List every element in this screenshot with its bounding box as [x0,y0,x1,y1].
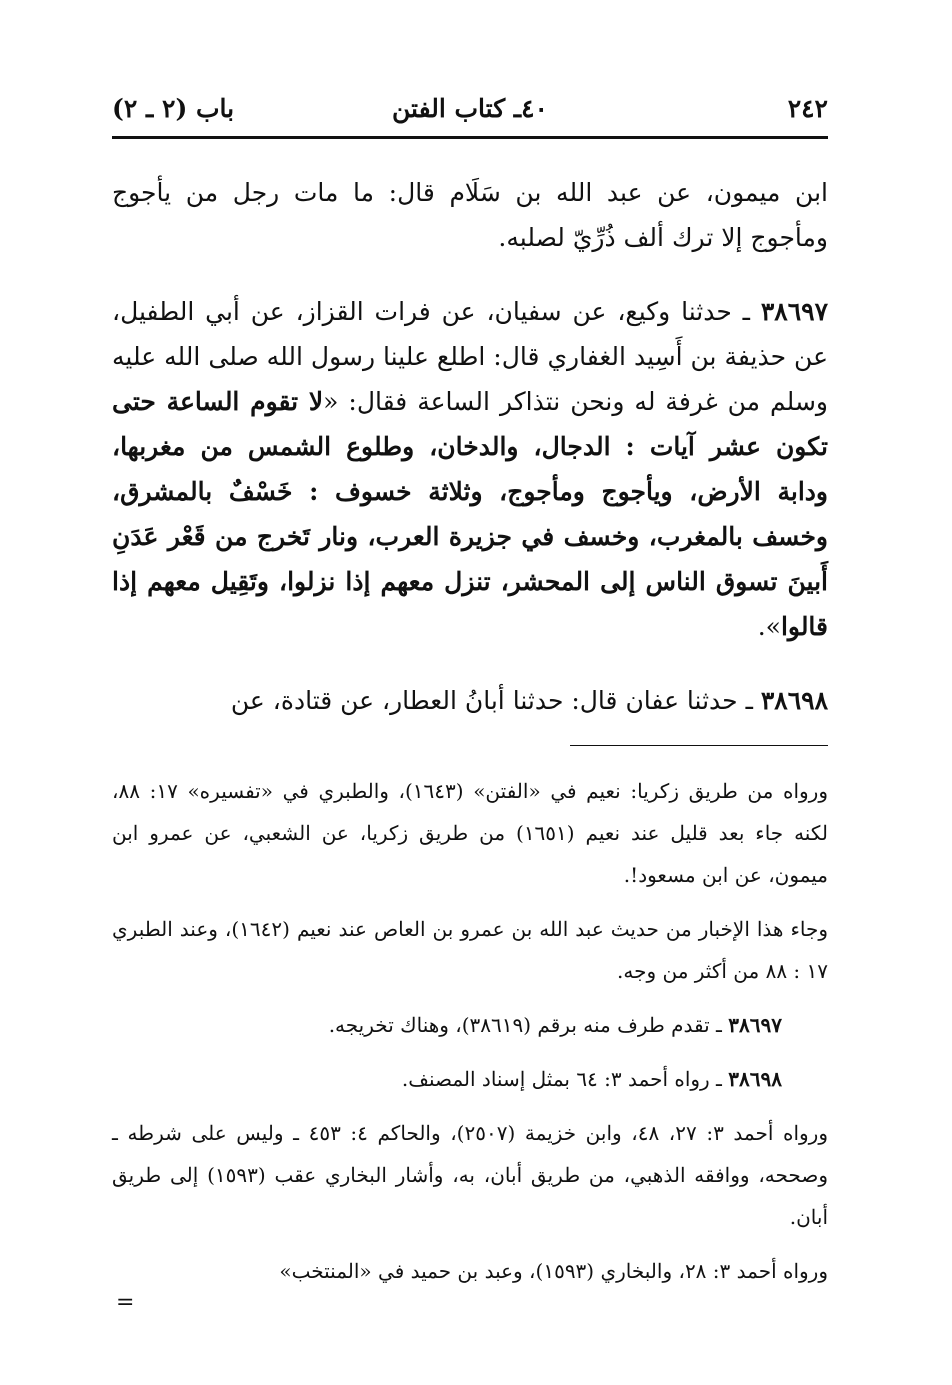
footnote-text: ـ رواه أحمد ٣: ٦٤ بمثل إسناد المصنف. [401,1067,722,1091]
hadith-isnad: ـ حدثنا عفان قال: حدثنا أبانُ العطار، عن قتادة، عن [230,686,753,715]
footnote-number: ٣٨٦٩٧ [728,1013,782,1037]
main-text [112,170,828,723]
footnote: ورواه من طريق زكريا: نعيم في «الفتن» (١٦٤٣)، والطبري في «تفسيره» ١٧: ٨٨، لكنه جاء بعد قليل عند نعيم (١٦٥١) من طريق زكريا، عن الشعبي، عن عمرو ابن ميمون، عن ابن مسعود!. [112,779,828,887]
footnote-number: ٣٨٦٩٨ [728,1067,782,1091]
hadith-isnad: ـ حدثنا وكيع، عن سفيان، عن فرات القزاز، عن أبي الطفيل، عن حذيفة بن أَسِيد الغفاري قال: اطلع علينا رسول الله صلى الله عليه وسلم من غرفة له ونحن نتذاكر الساعة فقال: « [112,297,828,416]
hadith-38698 [112,678,828,723]
footnote-38698 [112,1058,828,1100]
header-rule [112,136,828,139]
chapter-label: باب (٢ ـ ٢) [112,94,235,123]
book-title: ٤٠ـ كتاب الفتن [392,94,548,123]
hadith-number: ٣٨٦٩٧ [760,297,828,326]
footnote-text: ـ تقدم طرف منه برقم (٣٨٦١٩)، وهناك تخريجه. [328,1013,722,1037]
page-number: ٢٤٢ [787,94,828,123]
footnote: ورواه أحمد ٣: ٢٧، ٤٨، وابن خزيمة (٢٥٠٧)، والحاكم ٤: ٤٥٣ ـ وليس على شرطه ـ وصححه، ووافقه الذهبي، من طريق أبان، به، وأشار البخاري عقب (١٥٩٣) إلى طريق أبان. [112,1121,828,1229]
footnote-38697 [112,1004,828,1046]
footnote-rule [570,745,828,746]
footnote: ورواه أحمد ٣: ٢٨، والبخاري (١٥٩٣)، وعبد بن حميد في «المنتخب» [279,1259,828,1283]
hadith-number: ٣٨٦٩٨ [760,686,828,715]
footnote: وجاء هذا الإخبار من حديث عبد الله بن عمرو بن العاص عند نعيم (١٦٤٢)، وعند الطبري ١٧ : ٨٨ من أكثر من وجه. [112,917,828,983]
hadith-38697 [112,289,828,649]
page-header [112,90,828,130]
continuation-mark: = [116,1290,135,1315]
hadith-close: ». [757,612,781,641]
footnotes [112,770,828,1304]
hadith-text: لا تقوم الساعة حتى تكون عشر آيات : الدجال، والدخان، وطلوع الشمس من مغربها، ودابة الأرض، ويأجوج ومأجوج، وثلاثة خسوف : خَسْفٌ بالمشرق، وخسف بالمغرب، وخسف في جزيرة العرب، ونار تَخرج من قَعْر عَدَنِ أَبينَ تسوق الناس إلى المحشر، تنزل معهم إذا نزلوا، وتَقِيل معهم إذا قالوا [112,387,828,641]
paragraph-continuation: ابن ميمون، عن عبد الله بن سَلَام قال: ما مات رجل من يأجوج ومأجوج إلا ترك ألف ذُرِّيّ لصلبه. [112,178,828,252]
